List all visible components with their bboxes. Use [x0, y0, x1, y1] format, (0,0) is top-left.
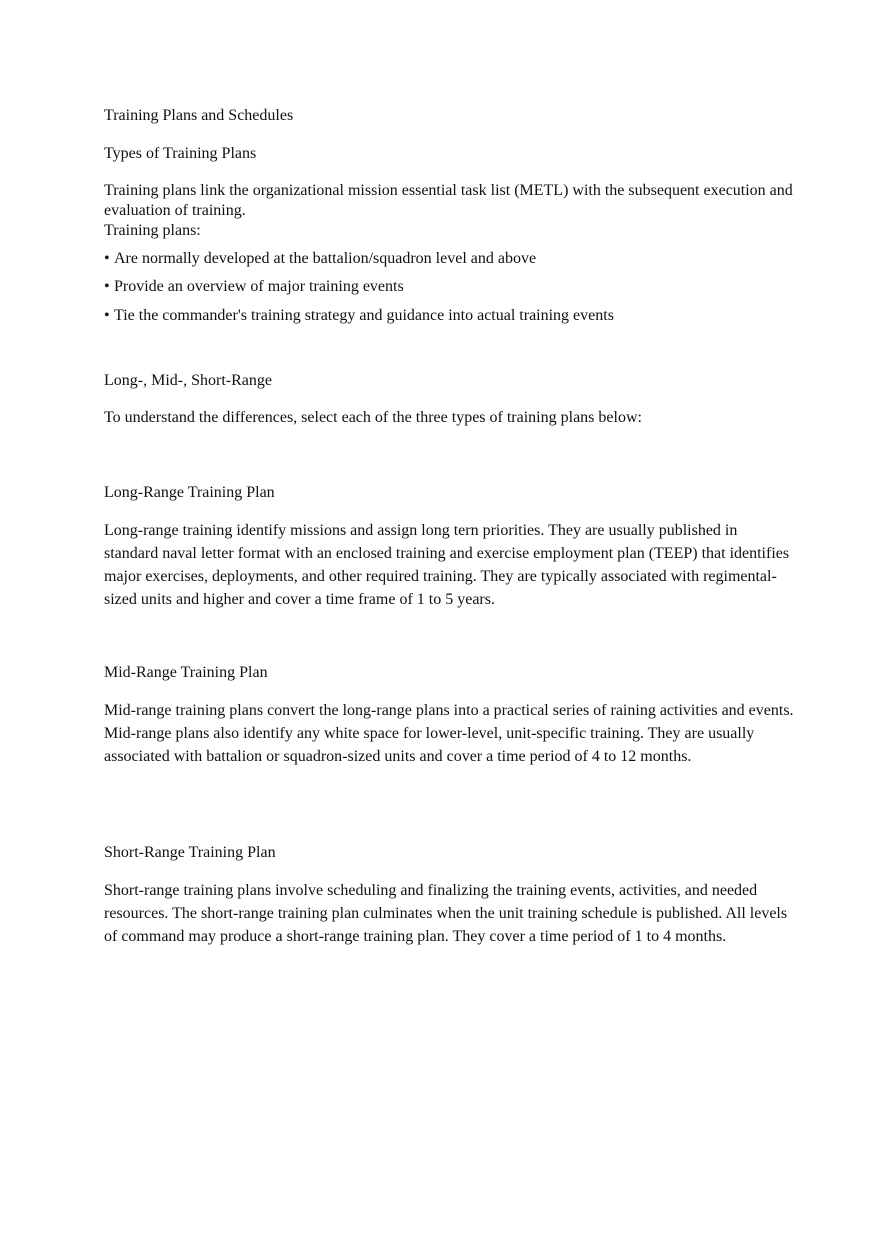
training-plans-lead: Training plans:: [104, 222, 201, 239]
ranges-intro: To understand the differences, select each of the three types of training plans below:: [104, 409, 642, 426]
mid-range-heading: Mid-Range Training Plan: [104, 664, 268, 681]
bullet-glyph: •: [104, 250, 110, 267]
document-title: Training Plans and Schedules: [104, 107, 294, 124]
long-range-heading: Long-Range Training Plan: [104, 484, 275, 501]
section-heading-types: Types of Training Plans: [104, 145, 257, 162]
long-range-body: Long-range training identify missions and assign long tern priorities. They are usually published in standard naval letter format with an enclosed training and exercise employment plan (TEEP) that identifies major exercises, deployments, and other required training. They are typically associated with regimental-sized units and higher and cover a time frame of 1 to 5 years.: [104, 522, 790, 608]
bullet-item: [104, 306, 614, 326]
bullet-text: Provide an overview of major training events: [114, 278, 404, 295]
intro-paragraph: Training plans link the organizational mission essential task list (METL) with the subsequent execution and evaluation of training.: [104, 182, 793, 219]
bullet-glyph: •: [104, 278, 110, 295]
bullet-item: [104, 249, 536, 269]
short-range-heading: Short-Range Training Plan: [104, 844, 276, 861]
section-heading-ranges: Long-, Mid-, Short-Range: [104, 372, 272, 389]
short-range-body: Short-range training plans involve scheduling and finalizing the training events, activities, and needed resources. The short-range training plan culminates when the unit training schedule is published. All levels of command may produce a short-range training plan. They cover a time period of 1 to 4 months.: [104, 882, 788, 945]
bullet-text: Are normally developed at the battalion/squadron level and above: [114, 250, 537, 267]
mid-range-body: Mid-range training plans convert the long-range plans into a practical series of raining activities and events. Mid-range plans also identify any white space for lower-level, unit-specific training. They are usually associated with battalion or squadron-sized units and cover a time period of 4 to 12 months.: [104, 702, 794, 765]
bullet-text: Tie the commander's training strategy and guidance into actual training events: [114, 307, 614, 324]
bullet-glyph: •: [104, 307, 110, 324]
bullet-item: [104, 277, 404, 297]
